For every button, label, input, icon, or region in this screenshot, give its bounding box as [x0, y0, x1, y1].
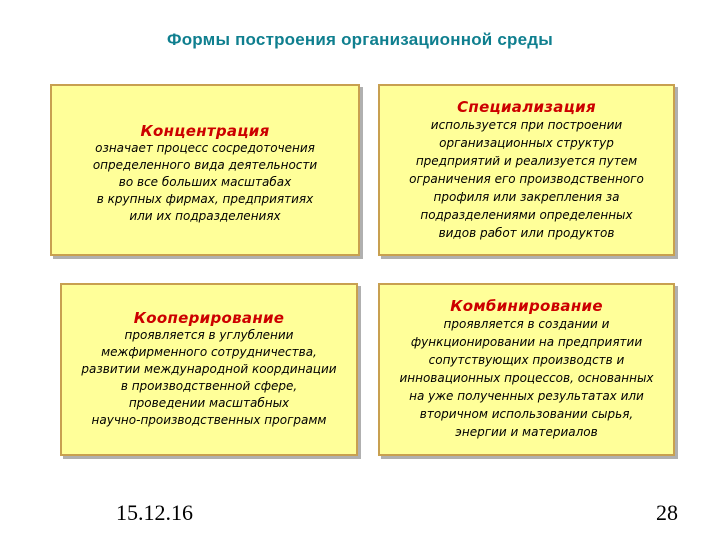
card-text-line: предприятий и реализуется путем — [415, 154, 638, 168]
card-text-line: в производственной сфере, — [120, 379, 298, 393]
card-text-line: видов работ или продуктов — [438, 226, 615, 240]
card-combination — [378, 283, 675, 456]
card-text-line: в крупных фирмах, предприятиях — [96, 192, 314, 206]
card-text-line: или их подразделениях — [129, 209, 281, 223]
card-text-line: инновационных процессов, основанных — [399, 371, 654, 385]
card-cooperation — [60, 283, 358, 456]
card-title: Кооперирование — [133, 309, 285, 327]
card-text-line: научно-производственных программ — [91, 413, 327, 427]
card-text-line: сопутствующих производств и — [428, 353, 625, 367]
card-title: Комбинирование — [450, 297, 603, 315]
card-text-line: проведении масштабных — [128, 396, 290, 410]
card-text-line: профиля или закрепления за — [433, 190, 620, 204]
card-title: Концентрация — [140, 122, 270, 140]
card-text-line: ограничения его производственного — [409, 172, 644, 186]
card-text-line: энергии и материалов — [455, 425, 598, 439]
card-text-line: на уже полученных результатах или — [409, 389, 644, 403]
card-text-line: используется при построении — [430, 118, 623, 132]
card-text-line: организационных структур — [439, 136, 614, 150]
card-specialization — [378, 84, 675, 256]
card-text-line: вторичном использовании сырья, — [419, 407, 634, 421]
page-number: 28 — [656, 500, 678, 525]
card-text-line: означает процесс сосредоточения — [95, 141, 315, 155]
card-text-line: развитии международной координации — [81, 362, 337, 376]
card-text-line: подразделениями определенных — [420, 208, 633, 222]
card-concentration — [50, 84, 360, 256]
card-text-line: функционировании на предприятии — [410, 335, 643, 349]
card-text-line: определенного вида деятельности — [92, 158, 318, 172]
card-title: Специализация — [457, 98, 596, 116]
card-text-line: проявляется в создании и — [443, 317, 610, 331]
footer-date: 15.12.16 — [116, 500, 193, 525]
card-text-line: межфирменного сотрудничества, — [101, 345, 317, 359]
slide-title: Формы построения организационной среды — [167, 30, 553, 49]
card-text-line: во все больших масштабах — [118, 175, 292, 189]
card-text-line: проявляется в углублении — [124, 328, 294, 342]
